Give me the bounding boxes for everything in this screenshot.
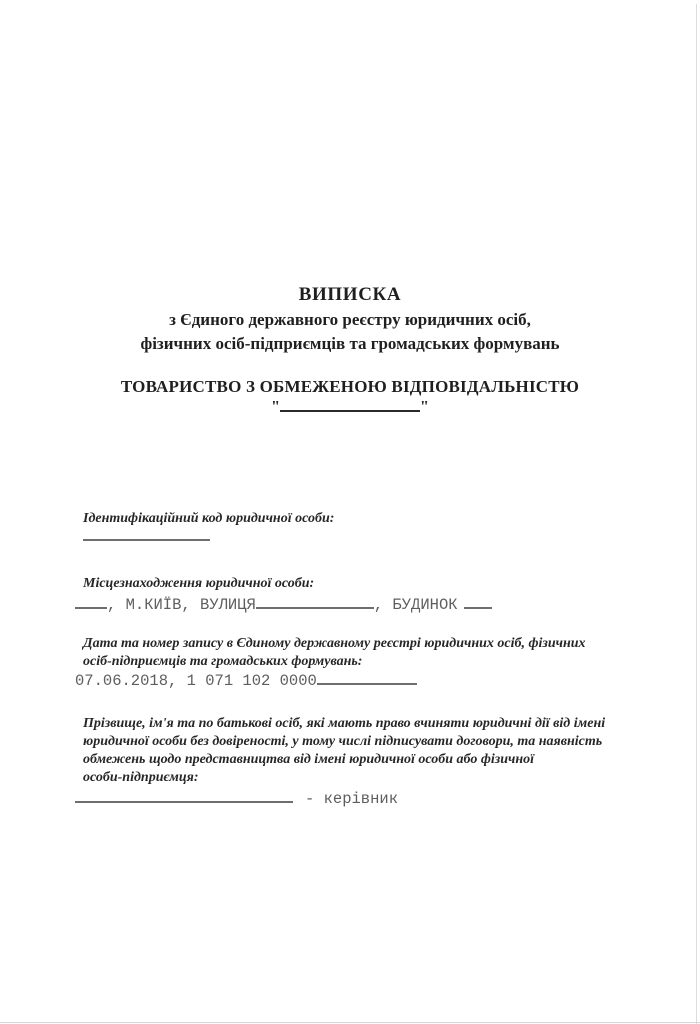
document-title: ВИПИСКА xyxy=(298,284,402,305)
persons-label-line-3: обмежень щодо представництва від імені юридичної особи або фізичної xyxy=(83,752,535,767)
location-city-text: , М.КИЇВ, ВУЛИЦЯ xyxy=(107,596,256,615)
company-name-open-quote: " xyxy=(271,398,280,416)
scan-edge-bottom-artifact xyxy=(0,1022,700,1023)
record-number-blank xyxy=(317,671,417,685)
company-name-close-quote: " xyxy=(420,398,429,416)
company-name-blank xyxy=(280,398,420,412)
id-code-blank xyxy=(83,539,210,541)
persons-label-line-2: юридичної особи без довіреності, у тому числі підписувати договори, та наявність xyxy=(83,734,603,749)
person-role-text: - керівник xyxy=(305,790,399,809)
id-code-label: Ідентифікаційний код юридичної особи: xyxy=(83,511,335,526)
registry-subtitle-line-2: фізичних осіб-підприємців та громадських формувань xyxy=(140,334,560,353)
company-name-line xyxy=(0,398,700,417)
scan-edge-right-artifact xyxy=(696,4,697,1024)
location-building-text: , БУДИНОК xyxy=(373,596,458,615)
location-street-blank xyxy=(256,595,374,609)
person-name-blank xyxy=(75,789,293,803)
persons-value xyxy=(75,789,398,808)
registry-subtitle-line-1: з Єдиного державного реєстру юридичних осіб, xyxy=(169,310,531,329)
record-label-line-2: осіб-підприємців та громадських формувань: xyxy=(83,654,363,669)
record-label-line-1: Дата та номер запису в Єдиному державному реєстрі юридичних осіб, фізичних xyxy=(83,636,586,651)
persons-label-line-4: особи-підприємця: xyxy=(83,770,199,785)
persons-label-line-1: Прізвище, ім'я та по батькові осіб, які мають право вчиняти юридичні дії від імені xyxy=(83,716,606,731)
location-value xyxy=(75,595,492,614)
record-date-number-text: 07.06.2018, 1 071 102 0000 xyxy=(75,672,317,691)
location-region-blank xyxy=(75,595,107,609)
record-value xyxy=(75,671,417,690)
company-type-heading: ТОВАРИСТВО З ОБМЕЖЕНОЮ ВІДПОВІДАЛЬНІСТЮ xyxy=(120,377,580,396)
location-building-blank xyxy=(464,595,492,609)
location-label: Місцезнаходження юридичної особи: xyxy=(83,576,315,591)
